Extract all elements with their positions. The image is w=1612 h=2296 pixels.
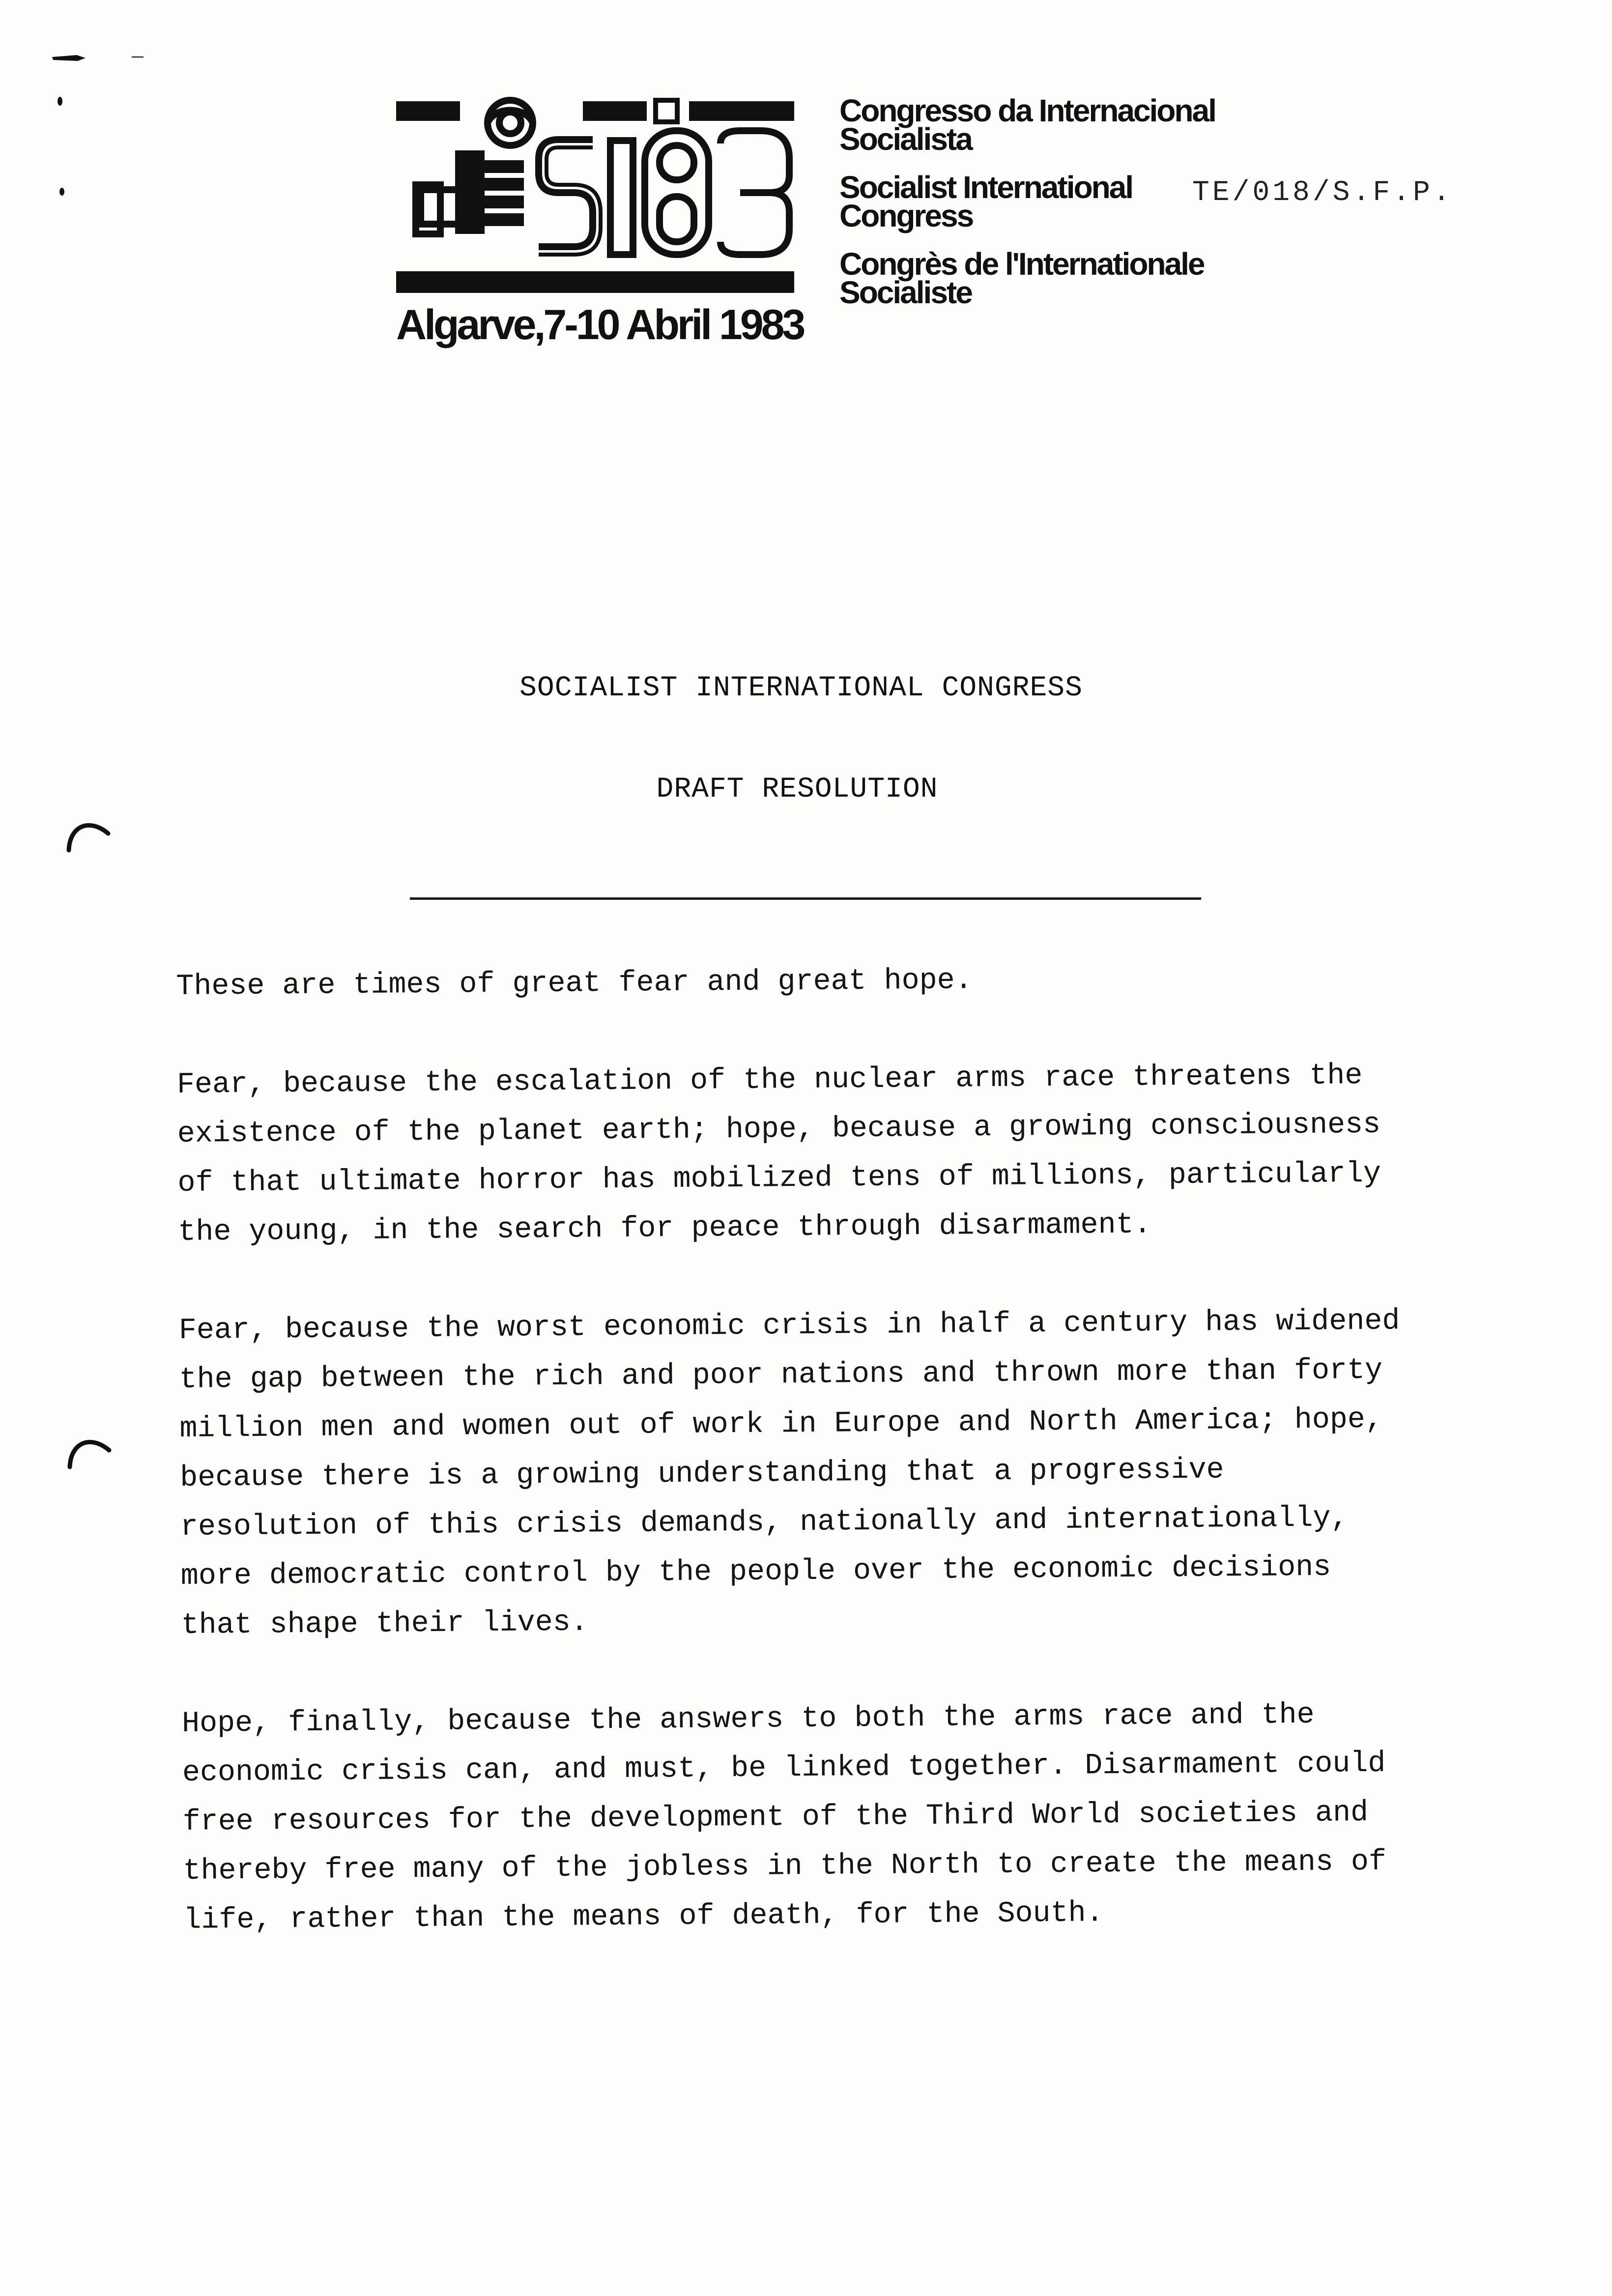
paragraph-line: These are times of great fear and great hope.	[176, 964, 973, 1004]
resolution-body	[176, 951, 1570, 1994]
paragraph-line: thereby free many of the jobless in the North to create the means of	[183, 1845, 1387, 1888]
paragraph-line: million men and women out of work in Europe and North America; hope,	[179, 1403, 1383, 1446]
paragraph-line: of that ultimate horror has mobilized tens of millions, particularly	[177, 1157, 1382, 1200]
congress-name-portuguese: Congresso da Internacional Socialista	[839, 93, 1215, 157]
fist-icon	[416, 150, 524, 234]
document-reference: TE/018/S.F.P.	[1192, 177, 1453, 209]
document-title: SOCIALIST INTERNATIONAL CONGRESS	[519, 672, 1083, 704]
digit-3-icon	[720, 131, 789, 255]
paragraph-line: Fear, because the escalation of the nuclear arms race threatens the	[176, 1059, 1363, 1102]
congress-logo	[396, 96, 804, 352]
si83-logo-graphic	[396, 96, 794, 303]
resolution-paragraph	[177, 1050, 1564, 1257]
paragraph-line: existence of the planet earth; hope, because a growing consciousness	[177, 1108, 1381, 1151]
paragraph-line: life, rather than the means of death, for the South.	[183, 1896, 1104, 1937]
resolution-paragraph	[178, 1295, 1567, 1650]
paragraph-line: more democratic control by the people over the economic decisions	[180, 1550, 1331, 1593]
punch-hole-mark-upper	[65, 811, 114, 855]
congress-date-location: Algarve,7-10 Abril 1983	[396, 301, 804, 348]
resolution-paragraph	[176, 951, 1562, 1011]
paragraph-line: economic crisis can, and must, be linked together. Disarmament could	[182, 1747, 1386, 1790]
congress-names	[839, 93, 1262, 326]
paragraph-line: free resources for the development of the Third World societies and	[182, 1796, 1369, 1839]
paragraph-line: Fear, because the worst economic crisis in half a century has widened	[178, 1304, 1400, 1348]
paragraph-line: resolution of this crisis demands, nationally and internationally,	[180, 1501, 1349, 1544]
paragraph-line: Hope, finally, because the answers to both the arms race and the	[181, 1698, 1315, 1741]
paragraph-line: because there is a growing understanding that a progressive	[179, 1453, 1224, 1495]
digit-8-icon	[645, 131, 709, 255]
congress-name-french: Congrès de l'Internationale Socialiste	[839, 246, 1204, 310]
document-subtitle: DRAFT RESOLUTION	[656, 774, 938, 805]
paragraph-line: the gap between the rich and poor nations and thrown more than forty	[179, 1353, 1383, 1397]
rose-icon	[488, 100, 533, 145]
paragraph-line: the young, in the search for peace through disarmament.	[178, 1208, 1151, 1249]
margin-mark-top	[47, 47, 155, 209]
title-divider	[410, 897, 1201, 900]
congress-name-english: Socialist International Congress	[839, 170, 1133, 233]
paragraph-line: that shape their lives.	[181, 1606, 588, 1642]
punch-hole-mark-lower	[66, 1428, 115, 1472]
letter-i-icon	[610, 141, 633, 255]
resolution-paragraph	[182, 1689, 1570, 1945]
